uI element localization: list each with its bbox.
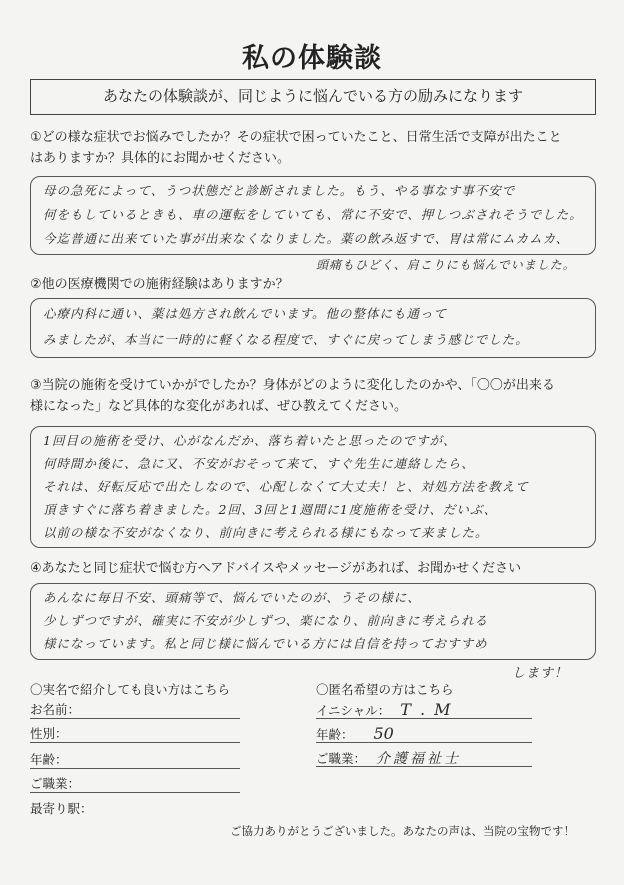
question-2: [30, 274, 602, 295]
question-1: [30, 127, 602, 169]
question-4-line-1: ④あなたと同じ症状で悩む方へアドバイスやメッセージがあれば、お聞かせください: [30, 561, 522, 576]
answer-box-1: [30, 176, 596, 255]
answer-1-line: 母の急死によって、うつ状態だと診断されました。もう、やる事なす事不安で: [43, 183, 516, 198]
age-field[interactable]: [30, 750, 240, 769]
answer-4-line: 様になっています。私と同じ様に悩んでいる方には自信を持っておすすめ: [43, 636, 488, 651]
answer-3-line: 1回目の施術を受け、心がなんだか、落ち着いたと思ったのですが、: [43, 433, 457, 448]
question-3: [30, 375, 602, 417]
answer-2-line: みましたが、本当に一時的に軽くなる程度で、すぐに戻ってしまう感じでした。: [43, 332, 529, 347]
nearest-station-field[interactable]: [30, 799, 240, 817]
initial-value: T . M: [400, 700, 453, 719]
real-name-heading: 〇実名で紹介しても良い方はこちら: [30, 682, 231, 697]
answer-1-line: 今迄普通に出来ていた事が出来なくなりました。薬の飲み返すで、胃は常にムカムカ、: [43, 231, 570, 246]
question-3-line-1: ③当院の施術を受けていかがでしたか？身体がどのように変化したのかや、「〇〇が出来る: [30, 378, 555, 393]
occupation-label: ご職業：: [30, 776, 81, 791]
footer-thanks: ご協力ありがとうございました。あなたの声は、当院の宝物です！: [230, 824, 575, 838]
anon-age-value: 50: [373, 724, 394, 743]
answer-3-line: 頂きすぐに落ち着きました。2回、3回と1週間に1度施術を受け、だいぶ、: [43, 502, 498, 517]
initial-field[interactable]: [316, 700, 532, 719]
answer-3-line: 以前の様な不安がなくなり、前向きに考えられる様にもなって来ました。: [43, 525, 489, 540]
question-3-line-2: 様になった」など具体的な変化があれば、ぜひ教えてください。: [30, 399, 408, 414]
anon-occupation-field[interactable]: [316, 748, 532, 767]
banner: あなたの体験談が、同じように悩んでいる方の励みになります: [30, 79, 596, 115]
question-4: [30, 558, 602, 579]
initial-label: イニシャル：: [316, 703, 391, 718]
occupation-field[interactable]: [30, 774, 240, 793]
answer-3-line: 何時間か後に、急に又、不安がおそって来て、すぐ先生に連絡したら、: [43, 456, 475, 471]
nearest-station-label: 最寄り駅：: [30, 801, 93, 816]
gender-label: 性別：: [30, 726, 68, 741]
question-1-line-1: ①どの様な症状でお悩みでしたか？その症状で困っていたこと、日常生活で支障が出たこと: [30, 130, 562, 145]
answer-4-overflow: します！: [512, 666, 569, 681]
name-field[interactable]: [30, 700, 240, 719]
page-title: 私の体験談: [242, 43, 382, 74]
answer-4-line: 少しずつですが、確実に不安が少しずつ、楽になり、前向きに考えられる: [43, 613, 489, 628]
answer-4-line: あんなに毎日不安、頭痛等で、悩んでいたのが、うその様に、: [43, 590, 421, 605]
name-label: お名前：: [30, 702, 81, 717]
anon-occupation-value: 介護福祉士: [376, 751, 461, 767]
answer-1-overflow: 頭痛もひどく、肩こりにも悩んでいました。: [316, 258, 576, 272]
anon-age-label: 年齢：: [316, 727, 354, 742]
gender-field[interactable]: [30, 724, 240, 743]
question-2-line-1: ②他の医療機関での施術経験はありますか？: [30, 277, 289, 292]
anon-occupation-label: ご職業：: [316, 751, 367, 766]
answer-box-2: [30, 298, 596, 358]
anon-age-field[interactable]: [316, 724, 532, 743]
age-label: 年齢：: [30, 752, 68, 767]
anonymous-heading: 〇匿名希望の方はこちら: [316, 682, 454, 697]
answer-3-line: それは、好転反応で出たしなので、心配しなくて大丈夫！と、対処方法を教えて: [43, 479, 529, 494]
answer-box-4: [30, 583, 596, 660]
question-1-line-2: はありますか？具体的にお聞かせください。: [30, 151, 291, 166]
answer-box-3: [30, 426, 596, 548]
answer-2-line: 心療内科に通い、薬は処方され飲んでいます。他の整体にも通って: [43, 306, 448, 321]
answer-1-line: 何をもしているときも、車の運転をしていても、常に不安で、押しつぶされそうでした。: [43, 207, 583, 222]
